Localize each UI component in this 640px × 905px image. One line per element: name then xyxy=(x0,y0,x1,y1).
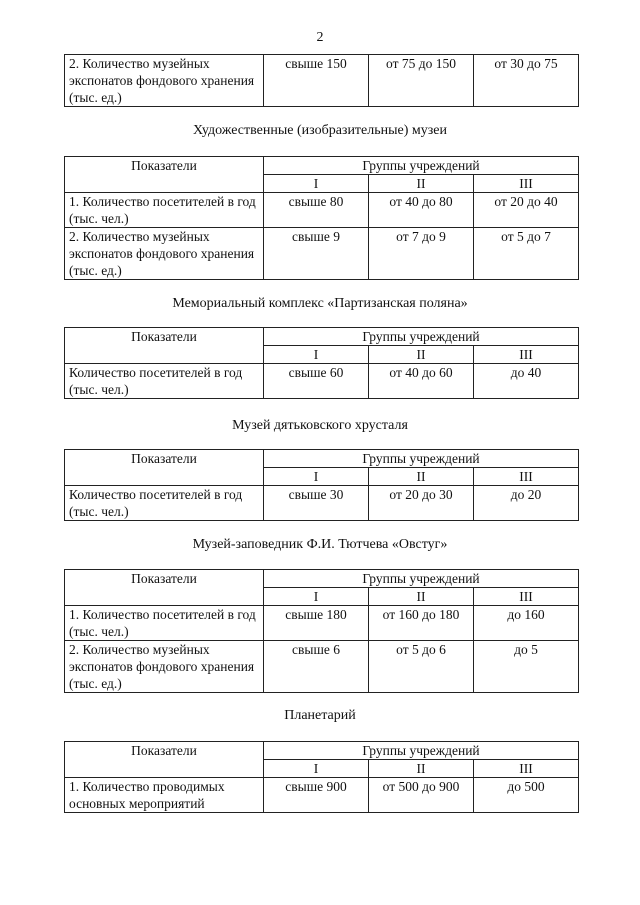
header-group-1: I xyxy=(264,175,369,193)
header-groups: Группы учреждений xyxy=(264,570,579,588)
table-row xyxy=(65,641,579,693)
header-group-3: III xyxy=(474,175,579,193)
group-2-value: от 40 до 60 xyxy=(369,364,474,399)
table-row xyxy=(65,778,579,813)
header-group-3: III xyxy=(474,468,579,486)
group-1-value: свыше 30 xyxy=(264,486,369,521)
header-group-2: II xyxy=(369,588,474,606)
indicator-cell: 1. Количество проводимых основных мероприятий xyxy=(65,778,264,813)
header-group-1: I xyxy=(264,588,369,606)
indicator-cell: 2. Количество музейных экспонатов фондового хранения (тыс. ед.) xyxy=(65,55,264,107)
table-row xyxy=(65,364,579,399)
header-indicators: Показатели xyxy=(65,570,264,606)
group-1-value: свыше 80 xyxy=(264,193,369,228)
group-2-value: от 5 до 6 xyxy=(369,641,474,693)
table-row xyxy=(65,193,579,228)
header-group-3: III xyxy=(474,346,579,364)
header-group-1: I xyxy=(264,760,369,778)
group-2-value: от 7 до 9 xyxy=(369,228,474,280)
header-group-3: III xyxy=(474,760,579,778)
group-1-value: свыше 9 xyxy=(264,228,369,280)
table-row xyxy=(65,606,579,641)
header-group-1: I xyxy=(264,346,369,364)
header-indicators: Показатели xyxy=(65,157,264,193)
group-2-value: от 40 до 80 xyxy=(369,193,474,228)
group-1-value: свыше 6 xyxy=(264,641,369,693)
header-indicators: Показатели xyxy=(65,742,264,778)
group-3-value: от 5 до 7 xyxy=(474,228,579,280)
header-group-3: III xyxy=(474,588,579,606)
section-title: Мемориальный комплекс «Партизанская поляна» xyxy=(172,296,468,311)
group-3-value: до 160 xyxy=(474,606,579,641)
section-title: Планетарий xyxy=(284,708,356,723)
group-3-value: до 500 xyxy=(474,778,579,813)
table-row xyxy=(65,228,579,280)
header-groups: Группы учреждений xyxy=(264,157,579,175)
criteria-table xyxy=(64,741,579,813)
criteria-table xyxy=(64,327,579,399)
header-indicators: Показатели xyxy=(65,328,264,364)
group-1-value: свыше 900 xyxy=(264,778,369,813)
criteria-table xyxy=(64,569,579,693)
group-3-value: до 40 xyxy=(474,364,579,399)
section-title: Художественные (изобразительные) музеи xyxy=(192,123,448,138)
indicator-cell: Количество посетителей в год (тыс. чел.) xyxy=(65,486,264,521)
table-row xyxy=(65,55,579,107)
indicator-cell: Количество посетителей в год (тыс. чел.) xyxy=(65,364,264,399)
section-title: Музей-заповедник Ф.И. Тютчева «Овстуг» xyxy=(192,537,448,552)
group-3-value: от 30 до 75 xyxy=(474,55,579,107)
header-group-2: II xyxy=(369,760,474,778)
indicator-cell: 2. Количество музейных экспонатов фондового хранения (тыс. ед.) xyxy=(65,641,264,693)
header-groups: Группы учреждений xyxy=(264,450,579,468)
indicator-cell: 1. Количество посетителей в год (тыс. чел.) xyxy=(65,193,264,228)
table-row xyxy=(65,486,579,521)
group-2-value: от 160 до 180 xyxy=(369,606,474,641)
header-indicators: Показатели xyxy=(65,450,264,486)
group-3-value: до 5 xyxy=(474,641,579,693)
header-group-1: I xyxy=(264,468,369,486)
group-2-value: от 75 до 150 xyxy=(369,55,474,107)
group-1-value: свыше 180 xyxy=(264,606,369,641)
header-groups: Группы учреждений xyxy=(264,742,579,760)
indicator-cell: 1. Количество посетителей в год (тыс. чел.) xyxy=(65,606,264,641)
group-2-value: от 20 до 30 xyxy=(369,486,474,521)
group-1-value: свыше 150 xyxy=(264,55,369,107)
header-group-2: II xyxy=(369,175,474,193)
criteria-table xyxy=(64,156,579,280)
table-continued xyxy=(64,54,579,107)
header-group-2: II xyxy=(369,346,474,364)
section-title: Музей дятьковского хрусталя xyxy=(232,418,408,433)
indicator-cell: 2. Количество музейных экспонатов фондового хранения (тыс. ед.) xyxy=(65,228,264,280)
page-number: 2 xyxy=(316,30,324,45)
group-3-value: от 20 до 40 xyxy=(474,193,579,228)
group-1-value: свыше 60 xyxy=(264,364,369,399)
group-2-value: от 500 до 900 xyxy=(369,778,474,813)
criteria-table xyxy=(64,449,579,521)
header-groups: Группы учреждений xyxy=(264,328,579,346)
header-group-2: II xyxy=(369,468,474,486)
group-3-value: до 20 xyxy=(474,486,579,521)
